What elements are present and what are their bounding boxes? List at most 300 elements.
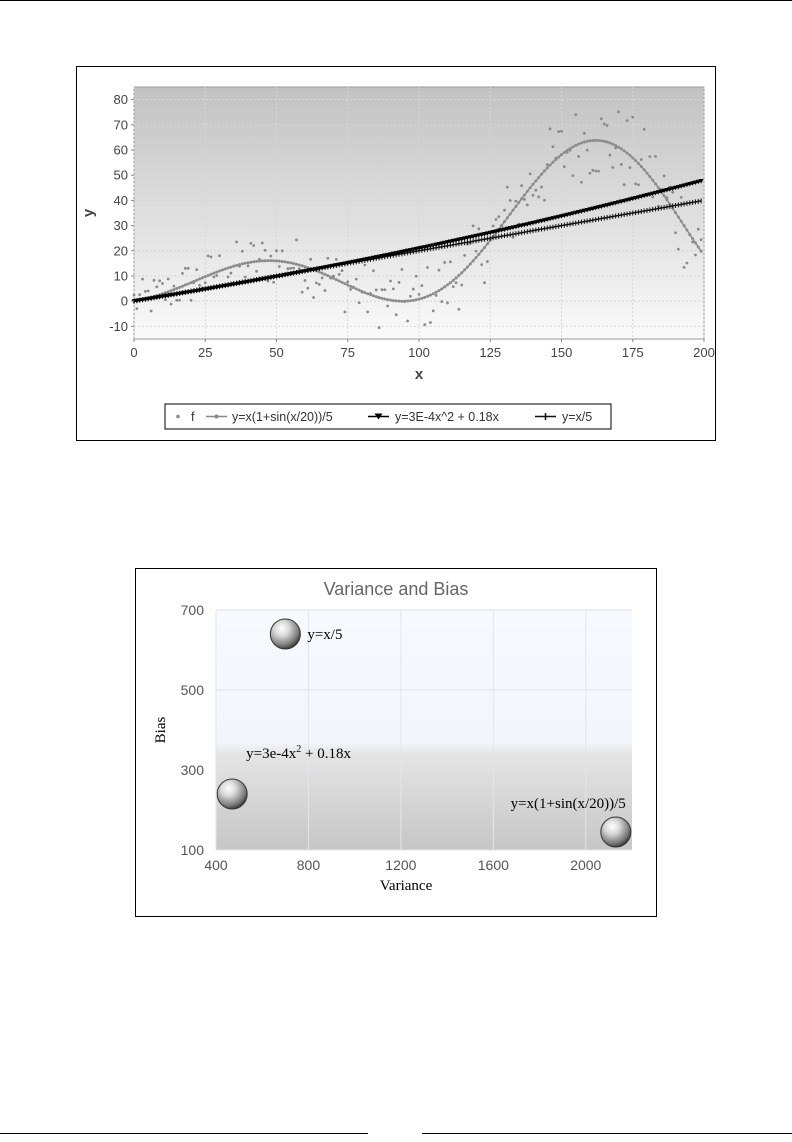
series-marker-sin	[395, 299, 398, 302]
y-tick-label: 40	[113, 192, 128, 208]
scatter-point	[184, 267, 187, 270]
series-marker-sin	[184, 284, 187, 287]
series-marker-sin	[637, 162, 640, 165]
series-marker-sin	[437, 289, 440, 292]
series-marker-sin	[235, 264, 238, 267]
chart-title: Variance and Bias	[323, 579, 469, 599]
series-marker-sin	[286, 261, 289, 264]
series-marker-sin	[551, 161, 554, 164]
scatter-point	[218, 254, 221, 257]
scatter-point	[506, 186, 509, 189]
series-marker-sin	[514, 205, 517, 208]
series-marker-sin	[628, 154, 631, 157]
series-marker-sin	[688, 233, 691, 236]
scatter-point	[546, 163, 549, 166]
scatter-point	[349, 288, 352, 291]
page-bottom-rule-left	[0, 1133, 368, 1134]
y-tick-label: 70	[113, 117, 128, 133]
scatter-point	[324, 289, 327, 292]
series-marker-sin	[415, 298, 418, 301]
scatter-point	[560, 130, 563, 133]
legend	[165, 404, 611, 429]
series-marker-sin	[352, 286, 355, 289]
scatter-point	[637, 183, 640, 186]
scatter-point	[395, 313, 398, 316]
series-marker-sin	[375, 295, 378, 298]
scatter-point	[210, 255, 213, 258]
scatter-point	[572, 174, 575, 177]
y-tick-label: 60	[113, 142, 128, 158]
scatter-point	[318, 283, 321, 286]
series-marker-sin	[400, 300, 403, 303]
scatter-point	[389, 280, 392, 283]
series-marker-sin	[281, 260, 284, 263]
series-marker-sin	[480, 249, 483, 252]
series-marker-sin	[526, 190, 529, 193]
series-marker-sin	[304, 265, 307, 268]
series-marker-sin	[366, 292, 369, 295]
series-marker-sin	[580, 141, 583, 144]
scatter-point	[178, 299, 181, 302]
series-marker-sin	[608, 142, 611, 145]
series-marker-sin	[372, 294, 375, 297]
scatter-point	[309, 258, 312, 261]
scatter-point	[543, 199, 546, 202]
scatter-point	[631, 116, 634, 119]
series-marker-sin	[363, 291, 366, 294]
variance-bias-chart-svg	[136, 569, 656, 916]
series-marker-sin	[227, 266, 230, 269]
series-marker-sin	[429, 294, 432, 297]
series-marker-sin	[532, 183, 535, 186]
series-marker-sin	[563, 151, 566, 154]
x-axis-label: x	[414, 366, 424, 383]
series-marker-sin	[383, 298, 386, 301]
series-marker-sin	[258, 260, 261, 263]
y-tick-label: 80	[113, 92, 128, 108]
series-marker-sin	[477, 253, 480, 256]
series-marker-sin	[261, 259, 264, 262]
scatter-point	[446, 302, 449, 305]
series-marker-sin	[269, 259, 272, 262]
x-tick-label: 25	[198, 345, 213, 360]
scatter-point	[278, 265, 281, 268]
series-marker-sin	[677, 215, 680, 218]
scatter-point	[694, 254, 697, 257]
scatter-point	[281, 249, 284, 252]
scatter-point	[338, 273, 341, 276]
scatter-point	[583, 132, 586, 135]
scatter-point	[597, 170, 600, 173]
scatter-point	[617, 110, 620, 113]
scatter-point	[426, 266, 429, 269]
series-marker-sin	[680, 220, 683, 223]
scatter-point	[435, 294, 438, 297]
scatter-point	[654, 155, 657, 158]
series-marker-sin	[343, 282, 346, 285]
series-marker-sin	[566, 149, 569, 152]
y-tick-label: 50	[113, 167, 128, 183]
scatter-point	[241, 250, 244, 253]
page-top-rule	[0, 0, 792, 1]
scatter-point	[401, 268, 404, 271]
scatter-point	[161, 282, 164, 285]
scatter-point	[686, 262, 689, 265]
series-marker-sin	[289, 261, 292, 264]
scatter-point	[289, 267, 292, 270]
series-marker-sin	[406, 300, 409, 303]
series-marker-sin	[247, 261, 250, 264]
series-marker-sin	[577, 143, 580, 146]
scatter-point	[495, 218, 498, 221]
scatter-point	[532, 194, 535, 197]
legend-label-linear: y=x/5	[562, 410, 593, 424]
scatter-point	[207, 254, 210, 257]
bubble-label-sin: y=x(1+sin(x/20))/5	[510, 796, 626, 812]
scatter-point	[420, 284, 423, 287]
series-marker-sin	[517, 201, 520, 204]
y-tick-label: 30	[113, 218, 128, 234]
series-marker-sin	[500, 224, 503, 227]
y-tick-label: -10	[109, 318, 128, 334]
scatter-point	[472, 224, 475, 227]
variance-bias-chart	[135, 568, 657, 917]
y-tick-label: 20	[113, 243, 128, 259]
series-marker-sin	[255, 260, 258, 263]
series-marker-sin	[603, 140, 606, 143]
scatter-point	[497, 215, 500, 218]
series-marker-sin	[654, 182, 657, 185]
y-tick-label: 0	[120, 293, 128, 309]
scatter-point	[643, 128, 646, 131]
legend-label-f: f	[191, 410, 195, 424]
series-marker-sin	[355, 287, 358, 290]
x-tick-label: 800	[296, 857, 321, 873]
scatter-point	[492, 225, 495, 228]
scatter-point	[600, 117, 603, 120]
series-marker-sin	[640, 165, 643, 168]
x-tick-label: 1600	[477, 857, 509, 873]
legend-label-quadratic: y=3E-4x^2 + 0.18x	[395, 410, 499, 424]
scatter-point	[306, 287, 309, 290]
series-marker-sin	[338, 279, 341, 282]
series-marker-sin	[520, 197, 523, 200]
scatter-point	[577, 155, 580, 158]
series-marker-sin	[346, 284, 349, 287]
series-marker-sin	[192, 280, 195, 283]
y-tick-label: 300	[180, 762, 204, 778]
scatter-point	[680, 196, 683, 199]
series-marker-sin	[440, 287, 443, 290]
series-marker-sin	[295, 263, 298, 266]
series-marker-sin	[646, 172, 649, 175]
scatter-point	[629, 166, 632, 169]
series-marker-sin	[418, 298, 421, 301]
series-marker-sin	[403, 300, 406, 303]
scatter-point	[392, 287, 395, 290]
scatter-point	[249, 242, 252, 245]
scatter-point	[440, 300, 443, 303]
series-marker-sin	[358, 289, 361, 292]
scatter-point	[187, 267, 190, 270]
bubble-label-quadratic-tail: + 0.18x	[301, 746, 352, 762]
scatter-point	[144, 290, 147, 293]
series-marker-sin	[512, 209, 515, 212]
scatter-point	[386, 305, 389, 308]
scatter-point	[589, 172, 592, 175]
scatter-point	[412, 288, 415, 291]
series-marker-sin	[614, 144, 617, 147]
series-marker-sin	[651, 179, 654, 182]
scatter-point	[423, 323, 426, 326]
series-marker-sin	[665, 198, 668, 201]
y-tick-label: 100	[180, 842, 204, 858]
scatter-point	[341, 269, 344, 272]
scatter-point	[537, 195, 540, 198]
scatter-point	[164, 298, 167, 301]
series-marker-sin	[574, 144, 577, 147]
scatter-point	[235, 241, 238, 244]
scatter-point	[255, 270, 258, 273]
series-marker-sin	[378, 296, 381, 299]
scatter-point	[648, 155, 651, 158]
series-marker-sin	[369, 293, 372, 296]
series-marker-sin	[198, 278, 201, 281]
series-marker-sin	[329, 275, 332, 278]
series-marker-sin	[392, 299, 395, 302]
series-marker-sin	[278, 260, 281, 263]
series-marker-sin	[506, 216, 509, 219]
scatter-point	[552, 145, 555, 148]
series-marker-sin	[215, 271, 218, 274]
series-marker-sin	[469, 262, 472, 265]
x-tick-label: 175	[621, 345, 644, 360]
scatter-point	[563, 165, 566, 168]
function-fit-chart-svg	[77, 67, 715, 440]
series-marker-sin	[597, 139, 600, 142]
x-tick-label: 100	[408, 345, 430, 360]
scatter-point	[287, 267, 290, 270]
x-tick-label: 50	[269, 345, 284, 360]
scatter-point	[455, 281, 458, 284]
bubble-label-quadratic-sup: 2	[296, 744, 302, 755]
bubble-linear	[270, 619, 300, 649]
scatter-point	[138, 293, 141, 296]
series-marker-sin	[591, 139, 594, 142]
scatter-point	[463, 254, 466, 257]
scatter-point	[335, 258, 338, 261]
series-marker-sin	[204, 275, 207, 278]
series-marker-sin	[398, 300, 401, 303]
series-marker-sin	[483, 246, 486, 249]
series-marker-sin	[323, 273, 326, 276]
scatter-point	[540, 186, 543, 189]
scatter-point	[580, 181, 583, 184]
series-marker-sin	[691, 237, 694, 240]
y-tick-label: 700	[180, 602, 204, 618]
scatter-point	[198, 284, 201, 287]
page-bottom-rule-right	[422, 1133, 792, 1134]
x-axis-label: Variance	[379, 878, 433, 894]
series-marker-sin	[523, 194, 526, 197]
scatter-point	[358, 301, 361, 304]
scatter-point	[700, 238, 703, 241]
x-tick-label: 1200	[385, 857, 417, 873]
scatter-point	[355, 278, 358, 281]
y-tick-label: 10	[113, 268, 128, 284]
scatter-point	[181, 272, 184, 275]
scatter-point	[663, 175, 666, 178]
series-marker-sin	[389, 299, 392, 302]
series-marker-sin	[232, 265, 235, 268]
series-marker-sin	[674, 211, 677, 214]
series-marker-sin	[335, 278, 338, 281]
series-marker-sin	[321, 272, 324, 275]
series-marker-sin	[697, 246, 700, 249]
scatter-point	[167, 278, 170, 281]
series-marker-sin	[207, 274, 210, 277]
scatter-point	[429, 321, 432, 324]
scatter-point	[295, 239, 298, 242]
series-marker-sin	[571, 145, 574, 148]
scatter-point	[432, 309, 435, 312]
series-marker-sin	[426, 295, 429, 298]
scatter-point	[475, 250, 478, 253]
series-marker-sin	[229, 266, 232, 269]
series-marker-sin	[620, 147, 623, 150]
series-marker-sin	[529, 186, 532, 189]
scatter-point	[375, 289, 378, 292]
scatter-point	[312, 296, 315, 299]
series-marker-sin	[626, 152, 629, 155]
scatter-point	[438, 269, 441, 272]
series-marker-sin	[175, 287, 178, 290]
scatter-point	[292, 267, 295, 270]
scatter-point	[227, 275, 230, 278]
series-marker-sin	[466, 265, 469, 268]
scatter-point	[634, 182, 637, 185]
scatter-point	[244, 276, 247, 279]
series-marker-sin	[694, 241, 697, 244]
scatter-point	[135, 307, 138, 310]
series-marker-sin	[594, 139, 597, 142]
series-marker-sin	[221, 268, 224, 271]
scatter-point	[275, 249, 278, 252]
scatter-point	[155, 285, 158, 288]
scatter-point	[520, 184, 523, 187]
scatter-point	[640, 158, 643, 161]
series-marker-sin	[700, 250, 703, 253]
scatter-point	[252, 244, 255, 247]
series-marker-sin	[648, 175, 651, 178]
series-marker-sin	[452, 279, 455, 282]
scatter-point	[697, 228, 700, 231]
scatter-point	[477, 227, 480, 230]
scatter-point	[449, 260, 452, 263]
scatter-point	[574, 113, 577, 116]
scatter-point	[344, 311, 347, 314]
scatter-point	[674, 231, 677, 234]
series-marker-sin	[472, 259, 475, 262]
series-marker-sin	[540, 173, 543, 176]
series-marker-sin	[463, 268, 466, 271]
legend-swatch-f	[176, 415, 180, 419]
series-marker-sin	[460, 271, 463, 274]
scatter-point	[158, 279, 161, 282]
series-marker-sin	[241, 262, 244, 265]
scatter-point	[683, 266, 686, 269]
x-tick-label: 75	[340, 345, 355, 360]
scatter-point	[503, 209, 506, 212]
scatter-point	[509, 199, 512, 202]
series-marker-sin	[449, 281, 452, 284]
y-tick-label: 500	[180, 682, 204, 698]
series-marker-sin	[446, 283, 449, 286]
series-marker-sin	[201, 276, 204, 279]
scatter-point	[264, 249, 267, 252]
scatter-point	[623, 183, 626, 186]
scatter-point	[620, 163, 623, 166]
scatter-point	[609, 154, 612, 157]
series-marker-sin	[249, 261, 252, 264]
scatter-point	[363, 264, 366, 267]
scatter-point	[261, 242, 264, 245]
series-marker-sin	[486, 242, 489, 245]
x-tick-label: 125	[479, 345, 502, 360]
scatter-point	[523, 198, 526, 201]
scatter-point	[534, 189, 537, 192]
series-marker-sin	[195, 279, 198, 282]
series-marker-sin	[244, 262, 247, 265]
series-marker-sin	[663, 194, 666, 197]
scatter-point	[195, 268, 198, 271]
series-marker-sin	[178, 286, 181, 289]
series-marker-sin	[224, 267, 227, 270]
series-marker-sin	[292, 262, 295, 265]
series-marker-sin	[586, 140, 589, 143]
scatter-point	[304, 279, 307, 282]
x-tick-label: 400	[204, 857, 228, 873]
scatter-point	[204, 281, 207, 284]
series-marker-sin	[170, 289, 173, 292]
series-marker-sin	[634, 159, 637, 162]
series-marker-sin	[455, 276, 458, 279]
scatter-point	[549, 127, 552, 130]
scatter-point	[458, 308, 461, 311]
series-marker-sin	[212, 272, 215, 275]
series-marker-sin	[298, 263, 301, 266]
x-tick-label: 200	[693, 345, 715, 360]
scatter-point	[515, 200, 518, 203]
scatter-point	[190, 299, 193, 302]
series-marker-sin	[435, 291, 438, 294]
series-marker-sin	[589, 139, 592, 142]
bubble-quadratic	[217, 779, 247, 809]
scatter-point	[677, 248, 680, 251]
series-marker-sin	[443, 285, 446, 288]
series-marker-sin	[583, 141, 586, 144]
scatter-point	[366, 310, 369, 313]
series-marker-sin	[657, 186, 660, 189]
scatter-point	[326, 257, 329, 260]
series-marker-sin	[349, 285, 352, 288]
scatter-point	[215, 274, 218, 277]
scatter-point	[418, 293, 421, 296]
scatter-point	[315, 281, 318, 284]
series-marker-sin	[301, 264, 304, 267]
x-tick-label: 150	[550, 345, 573, 360]
series-marker-sin	[503, 220, 506, 223]
